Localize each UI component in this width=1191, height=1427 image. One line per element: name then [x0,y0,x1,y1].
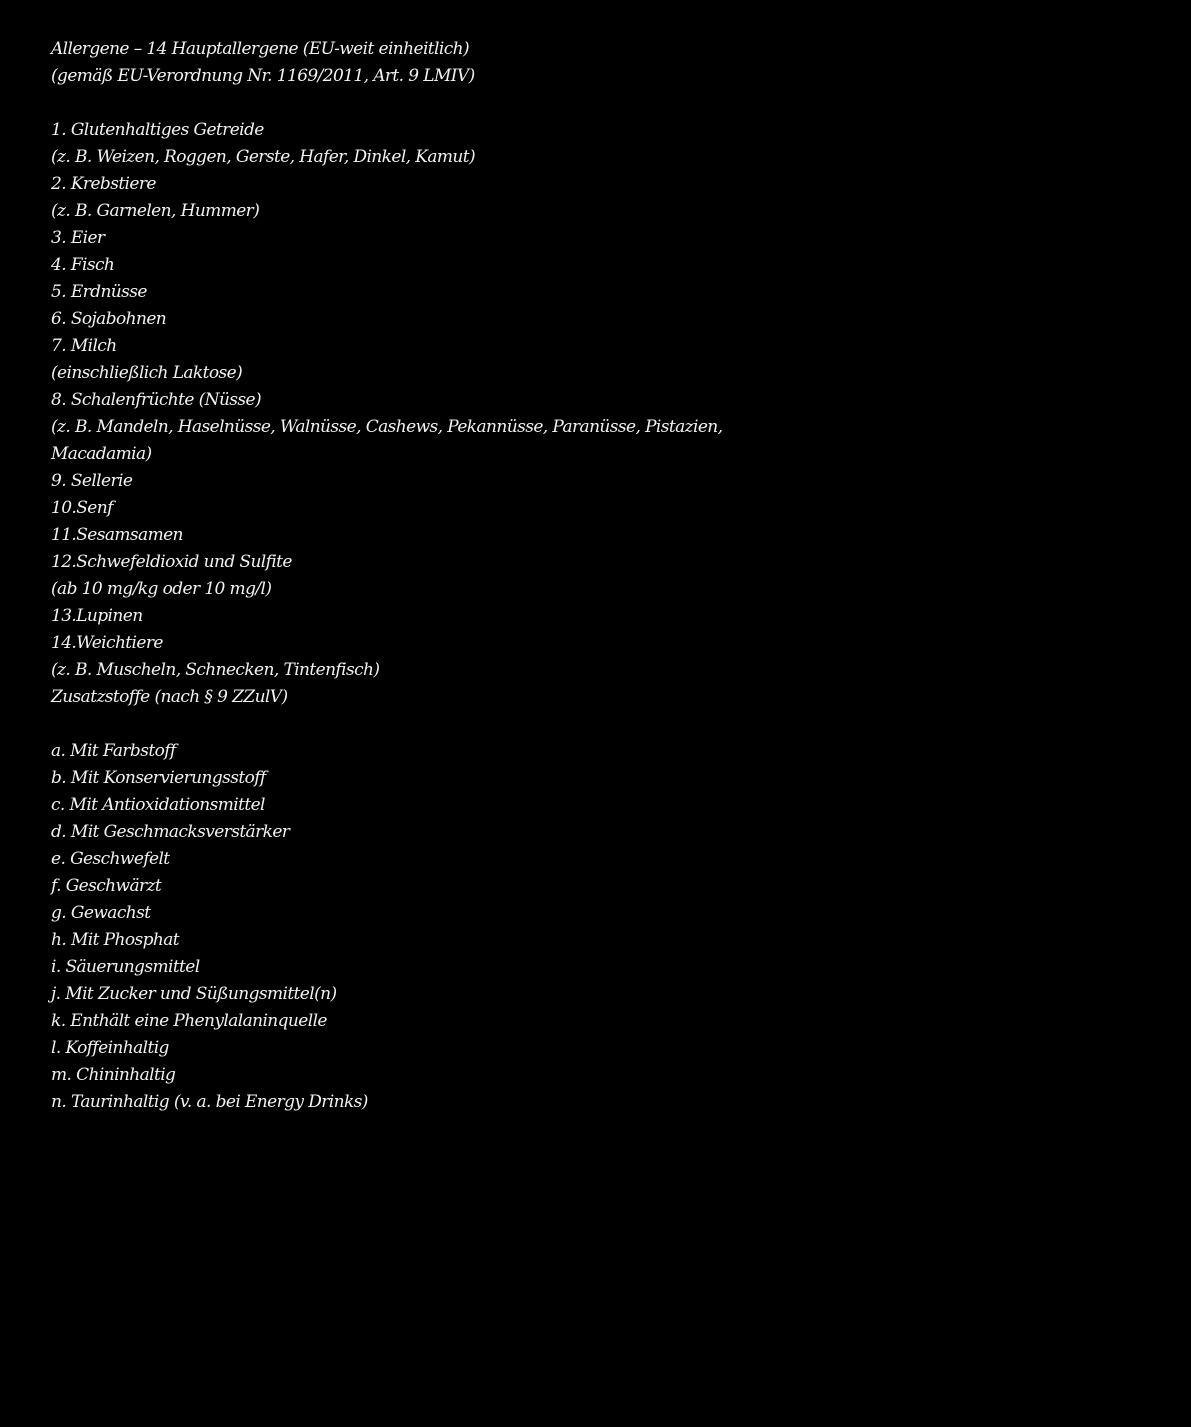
additives-heading: Zusatzstoffe (nach § 9 ZZulV) [51,687,288,707]
additive-line: d. Mit Geschmacksverstärker [51,822,290,842]
additive-line: g. Gewachst [51,903,151,923]
allergen-line: 8. Schalenfrüchte (Nüsse) [51,390,262,410]
allergen-line: 7. Milch [51,336,117,356]
additive-line: c. Mit Antioxidationsmittel [51,795,265,815]
document-body [51,36,1151,1116]
allergen-line: 11.Sesamsamen [51,525,183,545]
additive-line: k. Enthält eine Phenylalaninquelle [51,1011,327,1031]
spacer [51,711,1151,738]
allergen-line: (z. B. Weizen, Roggen, Gerste, Hafer, Dinkel, Kamut) [51,147,476,167]
additive-line: f. Geschwärzt [51,876,162,896]
allergen-line: 10.Senf [51,498,113,518]
allergen-line: 14.Weichtiere [51,633,163,653]
allergens-heading: Allergene – 14 Hauptallergene (EU-weit einheitlich) [51,39,470,59]
allergen-line: 5. Erdnüsse [51,282,147,302]
additive-line: l. Koffeinhaltig [51,1038,169,1058]
allergen-line: 9. Sellerie [51,471,133,491]
additive-line: i. Säuerungsmittel [51,957,200,977]
additive-line: e. Geschwefelt [51,849,170,869]
allergen-line: 13.Lupinen [51,606,143,626]
spacer [51,90,1151,117]
additive-line: m. Chininhaltig [51,1065,176,1085]
allergen-line: (einschließlich Laktose) [51,363,243,383]
allergen-line: 4. Fisch [51,255,115,275]
allergen-line: Macadamia) [51,444,152,464]
additive-line: n. Taurinhaltig (v. a. bei Energy Drinks) [51,1092,368,1112]
additive-line: h. Mit Phosphat [51,930,179,950]
allergen-line: (z. B. Muscheln, Schnecken, Tintenfisch) [51,660,380,680]
allergen-line: (ab 10 mg/kg oder 10 mg/l) [51,579,272,599]
additive-line: b. Mit Konservierungsstoff [51,768,266,788]
allergen-line: 12.Schwefeldioxid und Sulfite [51,552,292,572]
allergen-line: 3. Eier [51,228,105,248]
allergen-line: (z. B. Mandeln, Haselnüsse, Walnüsse, Cashews, Pekannüsse, Paranüsse, Pistazien, [51,417,723,437]
additive-line: a. Mit Farbstoff [51,741,176,761]
allergen-line: (z. B. Garnelen, Hummer) [51,201,260,221]
allergen-line: 6. Sojabohnen [51,309,167,329]
allergen-line: 1. Glutenhaltiges Getreide [51,120,264,140]
allergen-line: 2. Krebstiere [51,174,156,194]
additive-line: j. Mit Zucker und Süßungsmittel(n) [51,984,337,1004]
allergens-subheading: (gemäß EU-Verordnung Nr. 1169/2011, Art. 9 LMIV) [51,66,475,86]
